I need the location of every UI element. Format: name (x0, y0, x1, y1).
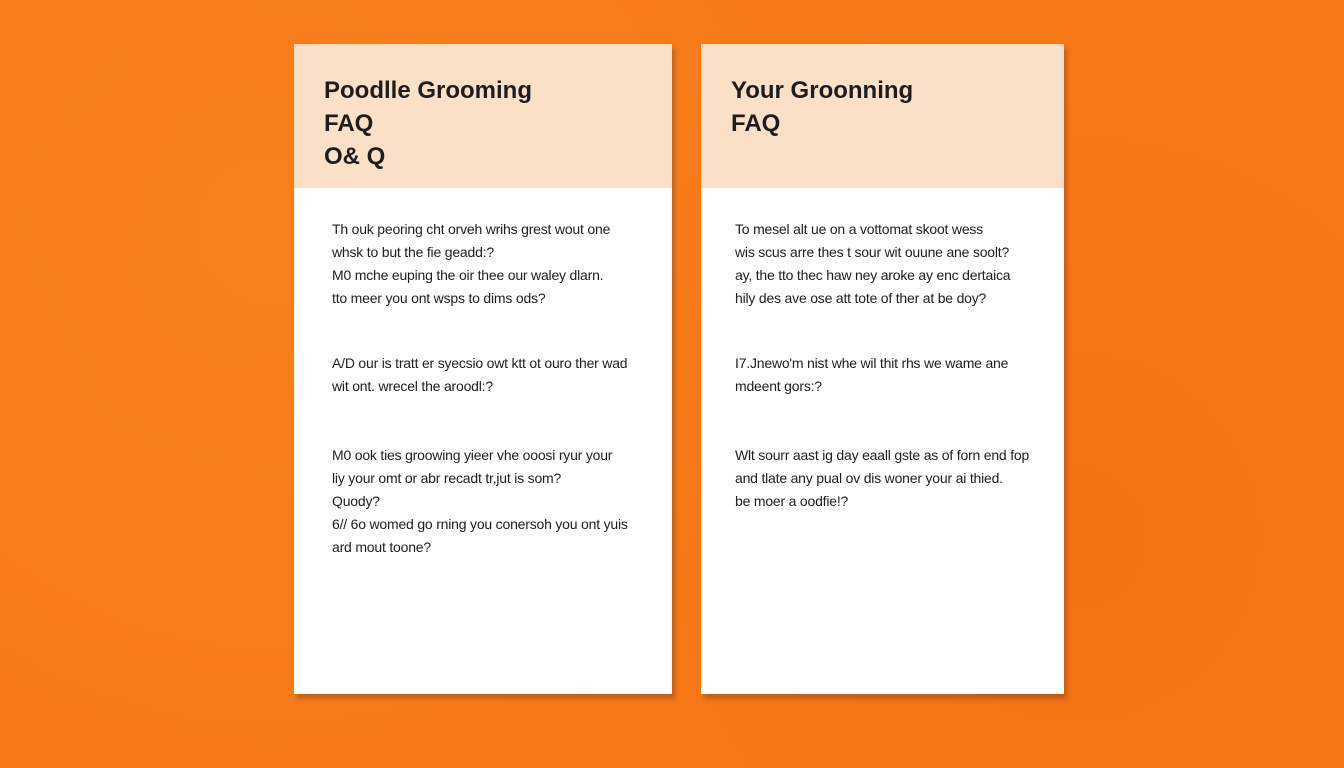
title-line: FAQ (731, 110, 781, 137)
faq-card-left (294, 44, 672, 694)
title-line: FAQ (324, 110, 374, 137)
faq-line: be moer a oodfie!? (735, 493, 849, 509)
faq-line: wit ont. wrecel the aroodl:? (332, 378, 493, 394)
title-line: O& Q (324, 143, 386, 170)
title-line: Your Groonning (731, 77, 914, 104)
faq-line: mdeent gors:? (735, 378, 822, 394)
faq-entry (332, 444, 672, 559)
faq-line: liy your omt or abr recadt tr,jut is som? (332, 470, 562, 486)
card-body (294, 188, 672, 559)
card-header (701, 44, 1064, 188)
faq-line: M0 ook ties groowing yieer vhe ooosi ryur your (332, 447, 613, 463)
faq-line: ard mout toone? (332, 539, 431, 555)
faq-line: Wlt sourr aast ig day eaall gste as of forn end fop (735, 447, 1030, 463)
faq-line: M0 mche euping the oir thee our waley dlarn. (332, 267, 604, 283)
faq-line: whsk to but the fie geadd:? (332, 244, 494, 260)
faq-line: wis scus arre thes t sour wit ouune ane soolt? (735, 244, 1010, 260)
faq-card-right (701, 44, 1064, 694)
card-title (324, 74, 672, 173)
card-body (701, 188, 1064, 513)
faq-line: tto meer you ont wsps to dims ods? (332, 290, 546, 306)
faq-line: ay, the tto thec haw ney aroke ay enc dertaica (735, 267, 1011, 283)
faq-line: and tlate any pual ov dis woner your ai thied. (735, 470, 1003, 486)
faq-entry (735, 218, 1064, 310)
card-header (294, 44, 672, 188)
faq-line: I7.Jnewo'm nist whe wil thit rhs we wame ane (735, 355, 1009, 371)
faq-line: hily des ave ose att tote of ther at be doy? (735, 290, 987, 306)
faq-line: Th ouk peoring cht orveh wrihs grest wout one (332, 221, 611, 237)
faq-line: Quody? (332, 493, 380, 509)
card-title (731, 74, 1064, 140)
faq-line: 6// 6o womed go rning you conersoh you ont yuis (332, 516, 628, 532)
faq-line: To mesel alt ue on a vottomat skoot wess (735, 221, 984, 237)
faq-line: A/D our is tratt er syecsio owt ktt ot ouro ther wad (332, 355, 628, 371)
faq-entry (735, 444, 1064, 513)
faq-entry (735, 352, 1064, 398)
faq-entry (332, 218, 672, 310)
faq-entry (332, 352, 672, 398)
title-line: Poodlle Grooming (324, 77, 532, 104)
